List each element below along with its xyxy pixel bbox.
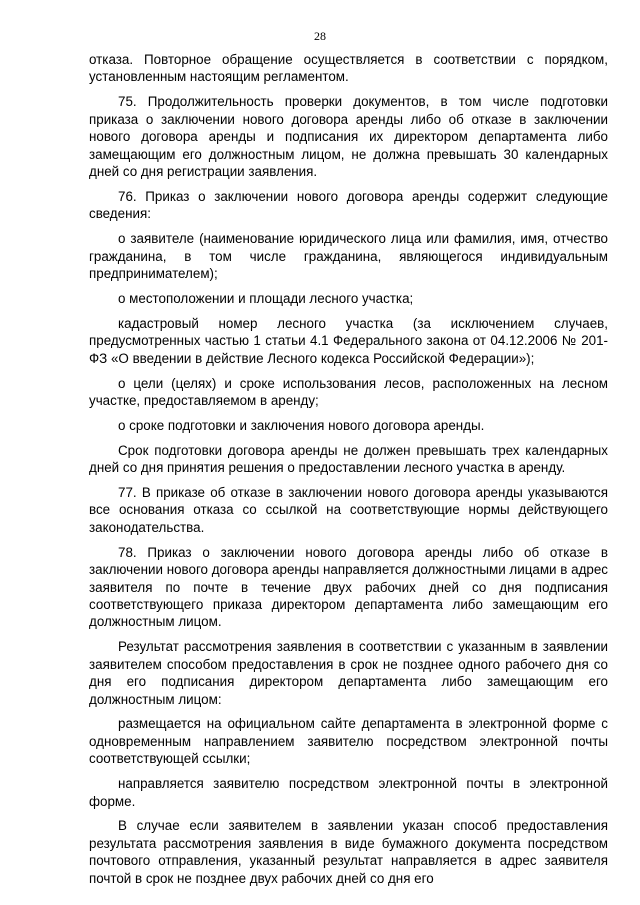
paragraph-76: 76. Приказ о заключении нового договора аренды содержит следующие сведения:: [89, 188, 608, 222]
document-body: [89, 51, 608, 895]
paragraph-78: 78. Приказ о заключении нового договора аренды либо об отказе в заключении нового договора аренды направляется должностными лицами в адрес заявителя по почте в течение двух рабочих дней со дня подписания соответствующего приказа директором департамента либо замещающим его должностным лицом.: [89, 544, 608, 630]
list-item-term: о сроке подготовки и заключения нового договора аренды.: [118, 417, 485, 433]
paragraph-paper-document: В случае если заявителем в заявлении указан способ предоставления результата рассмотрения заявления в виде бумажного документа посредством почтового отправления, указанный результат направляется в адрес заявителя почтой в срок не позднее двух рабочих дней со дня его: [89, 818, 608, 886]
list-item-email: направляется заявителю посредством электронной почты в электронной форме.: [89, 776, 608, 809]
list-item-website: размещается на официальном сайте департамента в электронной форме с одновременным направлением заявителю посредством электронной почты соответствующей ссылки;: [89, 716, 608, 767]
page-number: 28: [314, 29, 326, 43]
list-item-cadastral-number: кадастровый номер лесного участка (за исключением случаев, предусмотренных частью 1 статьи 4.1 Федерального закона от 04.12.2006 № 201-ФЗ «О введении в действие Лесного кодекса Российской Федерации»);: [89, 315, 608, 366]
paragraph-continuation: отказа. Повторное обращение осуществляется в соответствии с порядком, установленным настоящим регламентом.: [89, 52, 608, 85]
list-item-purpose: о цели (целях) и сроке использования лесов, расположенных на лесном участке, предоставляемом в аренду;: [89, 375, 608, 408]
list-item-location: о местоположении и площади лесного участка;: [118, 290, 414, 306]
paragraph-result: Результат рассмотрения заявления в соответствии с указанным в заявлении заявителем способом предоставления в срок не позднее одного рабочего дня со дня его подписания директором департамента либо замещающим его должностным лицом:: [89, 639, 608, 707]
paragraph-preparation-term: Срок подготовки договора аренды не должен превышать трех календарных дней со дня принятия решения о предоставлении лесного участка в аренду.: [89, 442, 608, 476]
list-item-applicant: о заявителе (наименование юридического лица или фамилия, имя, отчество гражданина, в том числе гражданина, являющегося индивидуальным предпринимателем);: [89, 231, 608, 281]
paragraph-75: 75. Продолжительность проверки документов, в том числе подготовки приказа о заключении нового договора аренды либо об отказе в заключении нового договора аренды и подписания их директором департамента либо замещающим его должностным лицом, не должна превышать 30 календарных дней со дня регистрации заявления.: [89, 94, 608, 179]
paragraph-77: 77. В приказе об отказе в заключении нового договора аренды указываются все основания отказа со ссылкой на соответствующие нормы действующего законодательства.: [89, 485, 608, 535]
